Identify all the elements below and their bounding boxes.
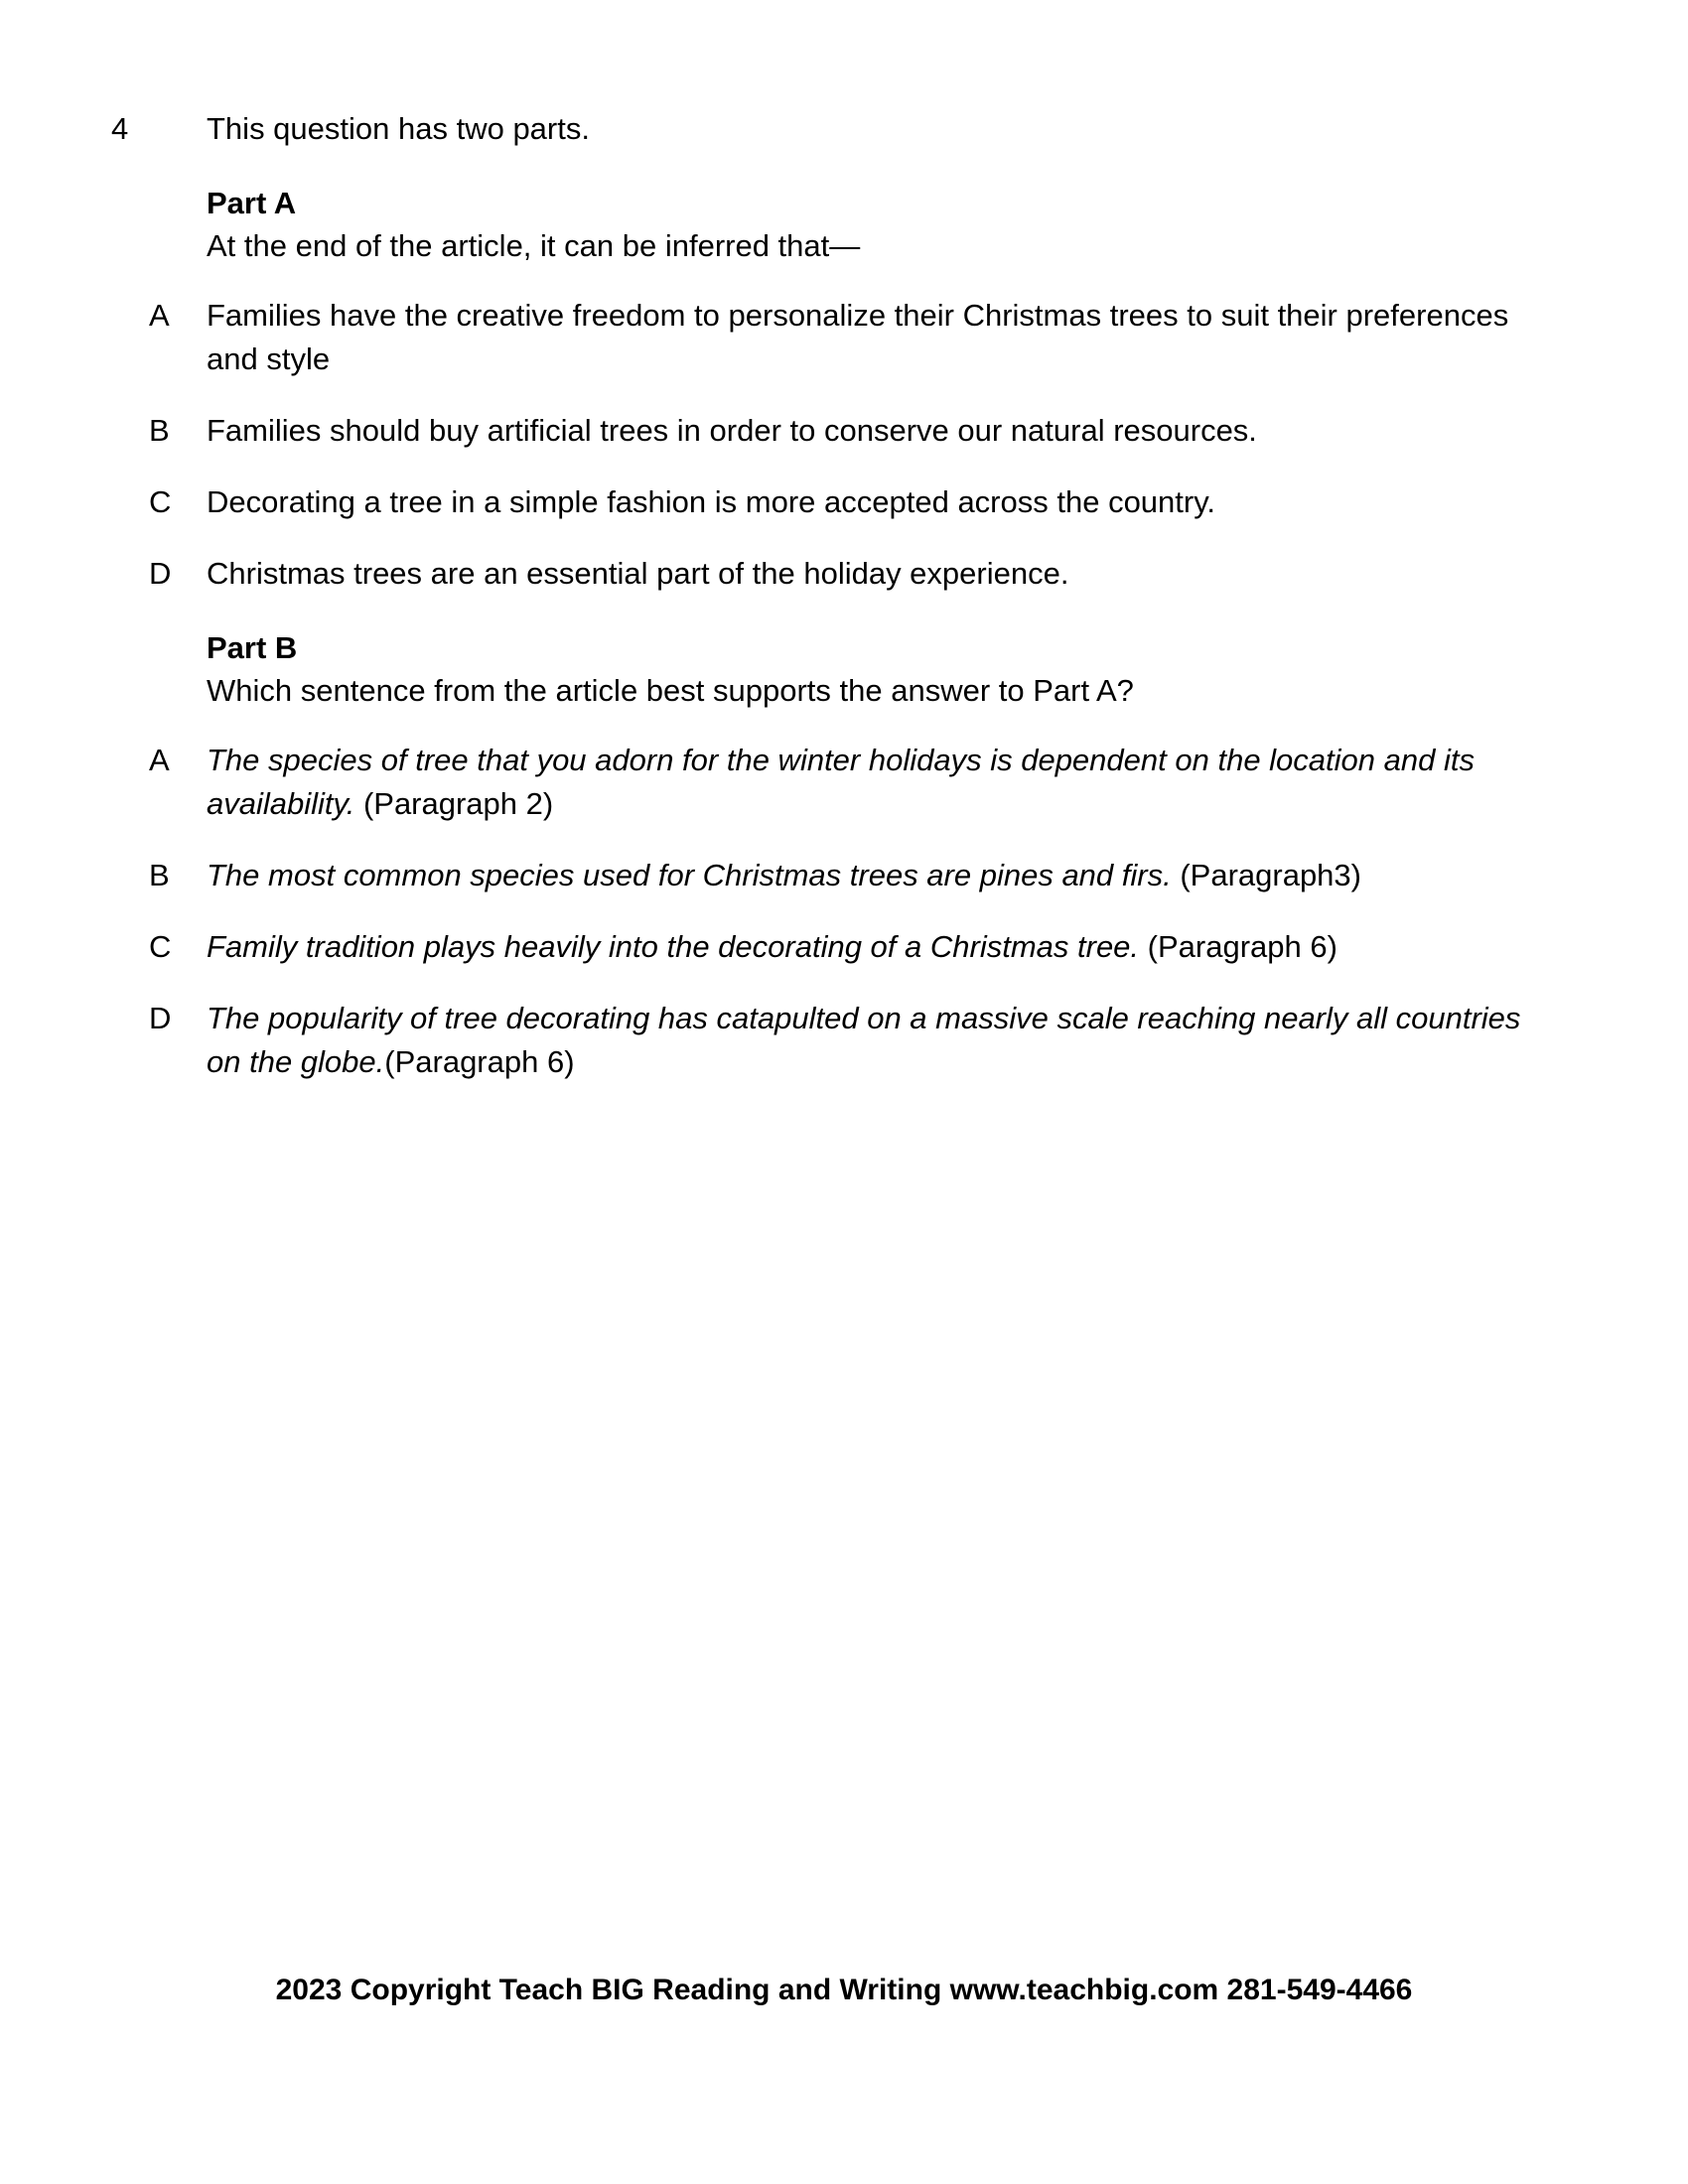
page-footer: 2023 Copyright Teach BIG Reading and Writing www.teachbig.com 281-549-4466 bbox=[275, 1974, 1413, 2006]
part-a-prompt: At the end of the article, it can be inferred that— bbox=[207, 228, 861, 263]
choice-option[interactable] bbox=[111, 552, 1541, 596]
question-content bbox=[111, 107, 1541, 1112]
choice-text: Christmas trees are an essential part of the holiday experience. bbox=[207, 556, 1069, 591]
choice-quote: The most common species used for Christmas trees are pines and firs. bbox=[207, 858, 1172, 892]
choice-letter: D bbox=[149, 556, 172, 591]
choice-text bbox=[207, 854, 1541, 897]
choice-letter: B bbox=[149, 413, 170, 448]
choice-text bbox=[207, 925, 1541, 969]
part-a-choices bbox=[111, 294, 1541, 596]
choice-option[interactable] bbox=[111, 997, 1541, 1084]
choice-citation: (Paragraph 6) bbox=[1139, 929, 1337, 964]
choice-citation: (Paragraph 6) bbox=[384, 1044, 575, 1079]
choice-text bbox=[207, 997, 1541, 1084]
choice-quote: Family tradition plays heavily into the decorating of a Christmas tree. bbox=[207, 929, 1140, 964]
question-number: 4 bbox=[111, 111, 129, 146]
choice-quote: The species of tree that you adorn for the winter holidays is dependent on the location and its availability. bbox=[207, 743, 1475, 821]
choice-letter: A bbox=[149, 298, 170, 333]
part-b-label: Part B bbox=[207, 630, 298, 665]
choice-option[interactable] bbox=[111, 854, 1541, 897]
choice-letter: A bbox=[149, 743, 170, 777]
choice-letter: C bbox=[149, 929, 172, 964]
choice-option[interactable] bbox=[111, 739, 1541, 826]
choice-citation: (Paragraph3) bbox=[1171, 858, 1361, 892]
part-b-block bbox=[207, 627, 1541, 713]
choice-option[interactable] bbox=[111, 409, 1541, 453]
choice-text: Families have the creative freedom to personalize their Christmas trees to suit their preferences and style bbox=[207, 298, 1509, 376]
choice-option[interactable] bbox=[111, 294, 1541, 381]
part-a-block bbox=[207, 183, 1541, 268]
choice-option[interactable] bbox=[111, 480, 1541, 524]
part-a-label: Part A bbox=[207, 186, 297, 220]
choice-quote: The popularity of tree decorating has catapulted on a massive scale reaching nearly all countries on the globe. bbox=[207, 1001, 1521, 1079]
choice-citation: (Paragraph 2) bbox=[354, 786, 554, 821]
choice-option[interactable] bbox=[111, 925, 1541, 969]
part-b-choices bbox=[111, 739, 1541, 1084]
choice-text bbox=[207, 739, 1541, 826]
choice-text: Families should buy artificial trees in order to conserve our natural resources. bbox=[207, 413, 1257, 448]
question-stem-row bbox=[111, 107, 1541, 151]
choice-letter: C bbox=[149, 484, 172, 519]
choice-letter: B bbox=[149, 858, 170, 892]
choice-letter: D bbox=[149, 1001, 172, 1035]
question-stem-text: This question has two parts. bbox=[207, 111, 590, 146]
part-b-prompt: Which sentence from the article best supports the answer to Part A? bbox=[207, 673, 1134, 708]
choice-text: Decorating a tree in a simple fashion is more accepted across the country. bbox=[207, 484, 1216, 519]
